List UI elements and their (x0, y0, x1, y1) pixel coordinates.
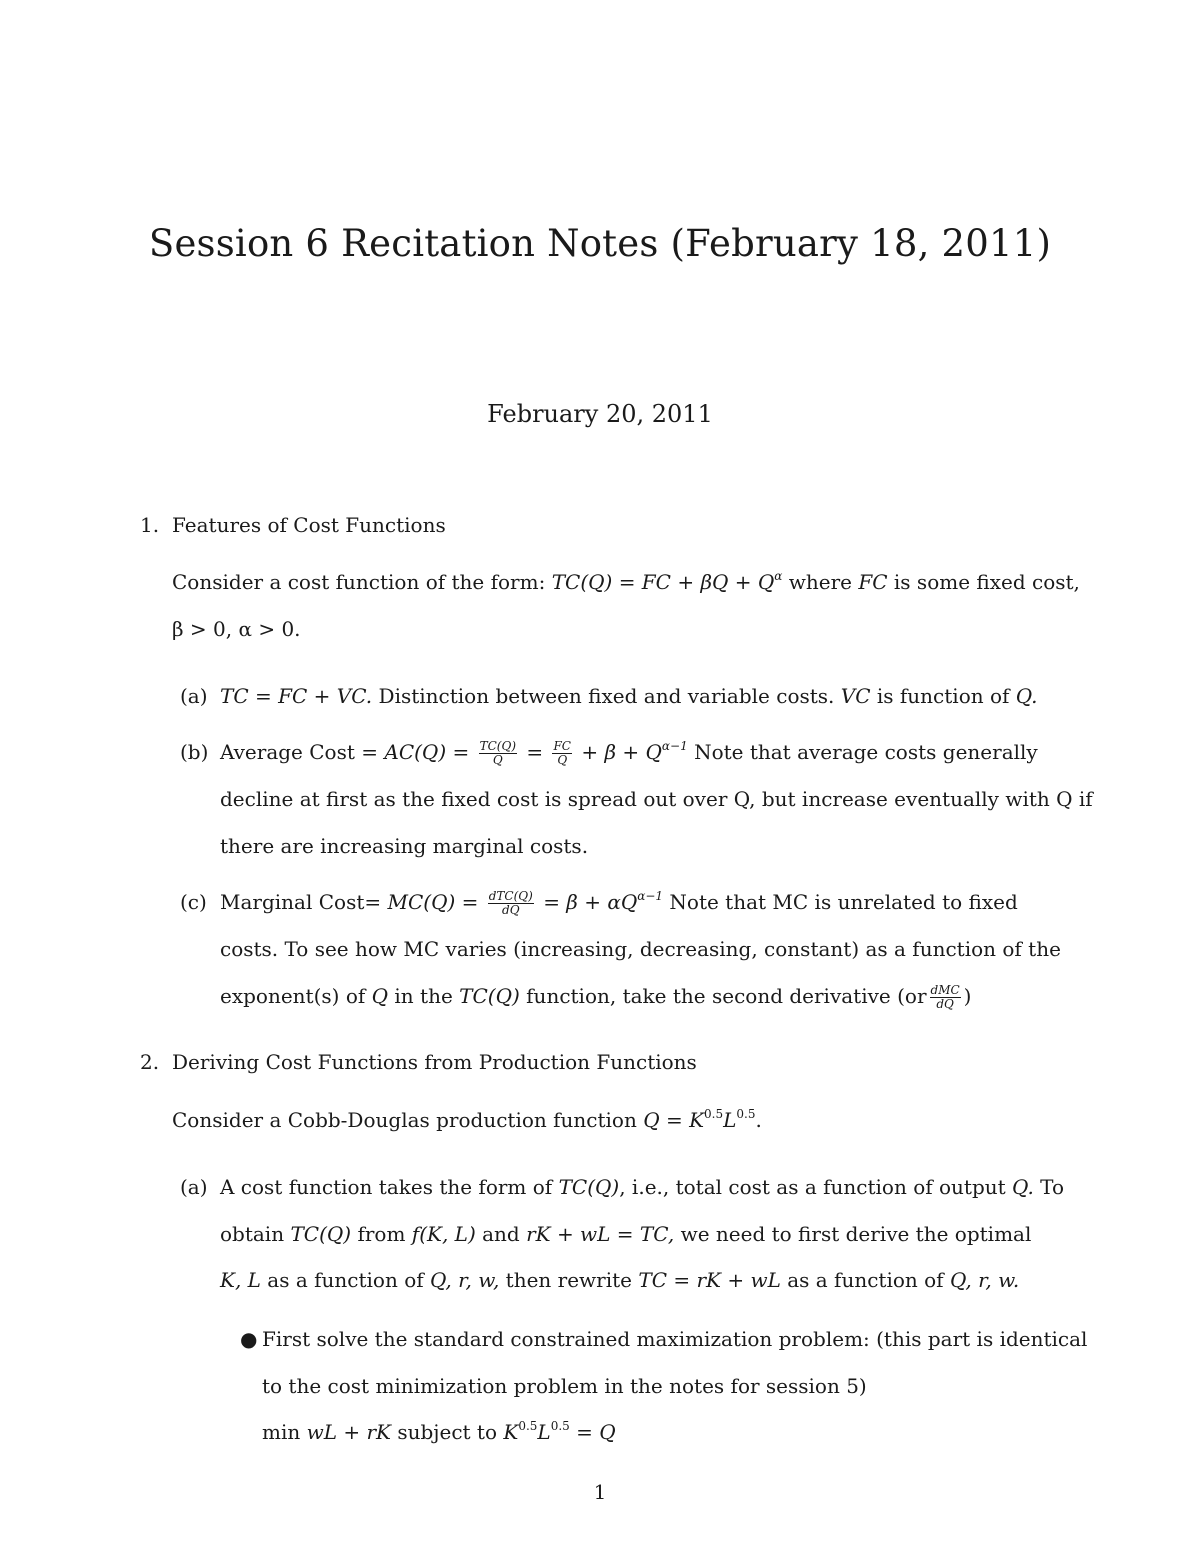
exponent: 0.5 (518, 1419, 538, 1433)
fraction (930, 984, 961, 1011)
fraction-numerator: TC(Q) (479, 739, 516, 753)
item-math: MC(Q) = (387, 890, 479, 914)
item-math: K (503, 1420, 519, 1444)
item-phrase: subject to (397, 1420, 498, 1444)
exponent: α−1 (637, 889, 664, 903)
item-phrase: in the (394, 984, 453, 1008)
item-phrase: then rewrite (505, 1268, 633, 1292)
item-phrase: Note that MC is unrelated to fixed (669, 890, 1018, 914)
section-heading: Deriving Cost Functions from Production Functions (172, 1050, 697, 1074)
item-math: TC = rK + wL (638, 1268, 781, 1292)
section-heading: Features of Cost Functions (172, 513, 446, 537)
item-text (220, 738, 1038, 767)
exponent: 0.5 (736, 1107, 756, 1121)
intro-text: Consider a Cobb-Douglas production function (172, 1108, 637, 1132)
item-math: Q, r, w. (949, 1268, 1020, 1292)
item-phrase: exponent(s) of (220, 984, 366, 1008)
fraction (488, 890, 534, 917)
page-title: Session 6 Recitation Notes (February 18, 2011) (148, 222, 1052, 265)
item-label: (c) (180, 890, 207, 914)
item-math: AC(Q) = (384, 740, 470, 764)
item-phrase: function, take the second derivative (or (526, 984, 927, 1008)
intro-text: where (788, 570, 852, 594)
fraction-numerator: dTC(Q) (488, 889, 533, 903)
item-math: TC(Q) (459, 984, 520, 1008)
fraction (479, 740, 517, 767)
period: . (755, 1108, 762, 1132)
bullet-text: First solve the standard constrained maximization problem: (this part is identical (262, 1327, 1088, 1351)
item-math: TC(Q) (290, 1222, 352, 1246)
section-intro-line (172, 568, 1080, 596)
item-label: (a) (180, 684, 208, 708)
item-math: TC = FC + VC. (220, 684, 373, 708)
item-math: f(K, L) (411, 1222, 476, 1246)
item-continuation (220, 982, 971, 1011)
section-number: 2. (140, 1050, 160, 1074)
item-continuation: costs. To see how MC varies (increasing, decreasing, constant) as a function of the (220, 937, 1061, 961)
item-phrase: from (357, 1222, 406, 1246)
exponent: 0.5 (704, 1107, 724, 1121)
fraction-numerator: dMC (930, 983, 960, 997)
fraction (552, 740, 572, 767)
item-math: Q (371, 984, 389, 1008)
intro-text: is some fixed cost, (893, 570, 1080, 594)
item-phrase: , i.e., total cost as a function of output (619, 1175, 1006, 1199)
section-intro-line: β > 0, α > 0. (172, 617, 301, 641)
exponent: α (774, 569, 783, 583)
item-label: (a) (180, 1175, 208, 1199)
item-math: L (537, 1420, 551, 1444)
exponent: α−1 (661, 739, 688, 753)
item-label: (b) (180, 740, 209, 764)
item-continuation: decline at first as the fixed cost is spread out over Q, but increase eventually with Q if (220, 787, 1093, 811)
item-phrase: To (1040, 1175, 1064, 1199)
fraction-denominator: dQ (936, 997, 954, 1011)
section-number: 1. (140, 513, 160, 537)
fraction-denominator: dQ (502, 903, 520, 917)
item-math: rK + wL = TC, (526, 1222, 675, 1246)
item-phrase: Marginal Cost= (220, 890, 382, 914)
bullet-dot-icon: ● (240, 1327, 258, 1351)
item-continuation: there are increasing marginal costs. (220, 834, 589, 858)
intro-math: FC (858, 570, 888, 594)
fraction-denominator: Q (492, 753, 503, 767)
item-math: = Q (576, 1420, 616, 1444)
item-phrase: as a function of (787, 1268, 944, 1292)
document-date: February 20, 2011 (487, 400, 713, 428)
item-math: Q. (1012, 1175, 1034, 1199)
item-continuation (220, 1220, 1031, 1248)
item-phrase: and (482, 1222, 520, 1246)
closing-paren: ) (963, 984, 972, 1008)
item-math: VC (840, 684, 871, 708)
intro-math: L (723, 1108, 737, 1132)
item-math: K, L (220, 1268, 261, 1292)
item-phrase: obtain (220, 1222, 285, 1246)
item-phrase: A cost function takes the form of (220, 1175, 553, 1199)
exponent: 0.5 (550, 1419, 570, 1433)
item-math: + β + Q (581, 740, 662, 764)
item-math: = β + αQ (543, 890, 638, 914)
intro-math: Q = K (643, 1108, 705, 1132)
item-math: wL + rK (306, 1420, 391, 1444)
item-phrase: as a function of (267, 1268, 424, 1292)
intro-math: TC(Q) = FC + βQ + Q (551, 570, 775, 594)
item-phrase: Average Cost = (220, 740, 379, 764)
section-intro-line (172, 1106, 762, 1134)
fraction-denominator: Q (557, 753, 568, 767)
item-math: Q, r, w, (430, 1268, 500, 1292)
item-text (220, 888, 1018, 917)
item-phrase: Distinction between fixed and variable costs. (378, 684, 835, 708)
bullet-text: to the cost minimization problem in the notes for session 5) (262, 1374, 867, 1398)
item-math: Q. (1015, 684, 1038, 708)
item-math: TC(Q) (558, 1175, 620, 1199)
intro-text: Consider a cost function of the form: (172, 570, 546, 594)
item-phrase: min (262, 1420, 301, 1444)
item-phrase: we need to first derive the optimal (680, 1222, 1032, 1246)
page-number: 1 (593, 1480, 607, 1504)
item-text (220, 1173, 1064, 1201)
item-continuation (220, 1266, 1019, 1294)
item-phrase: Note that average costs generally (694, 740, 1038, 764)
bullet-math-line (262, 1418, 616, 1446)
fraction-numerator: FC (553, 739, 571, 753)
item-phrase: is function of (876, 684, 1010, 708)
equals-sign: = (526, 740, 544, 764)
item-text (220, 682, 1038, 710)
